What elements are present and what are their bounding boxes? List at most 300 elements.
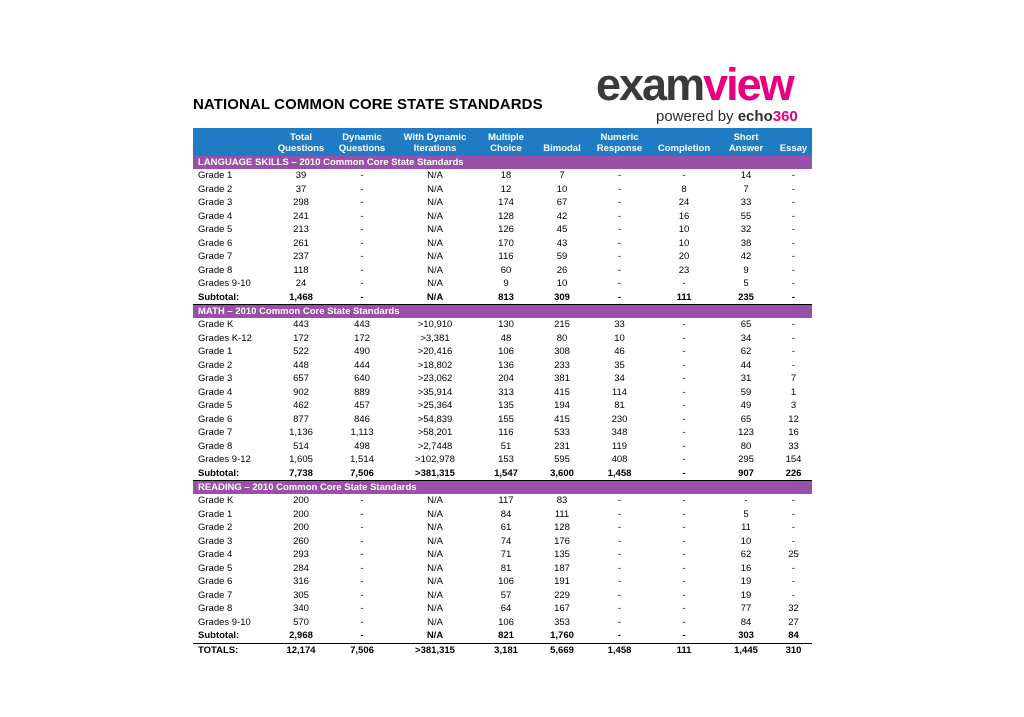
table-cell: 490 xyxy=(354,346,370,357)
table-cell: 305 xyxy=(293,589,309,601)
table-cell: 462 xyxy=(293,400,309,411)
table-cell: 5,669 xyxy=(550,644,574,656)
table-cell: 12 xyxy=(500,183,512,195)
row-label: Subtotal: xyxy=(193,291,272,305)
table-cell: 35 xyxy=(614,359,625,371)
table-cell: 57 xyxy=(500,589,512,601)
table-cell: - xyxy=(617,170,622,181)
row-label: Grade 8 xyxy=(198,603,233,614)
table-cell: - xyxy=(682,495,686,506)
table-cell: 48 xyxy=(500,332,512,344)
table-cell: 310 xyxy=(785,644,802,656)
table-cell: 570 xyxy=(293,616,309,628)
table-cell: - xyxy=(682,332,686,344)
table-cell: - xyxy=(360,170,364,181)
table-row xyxy=(193,562,812,576)
table-cell: - xyxy=(791,346,796,357)
table-cell: N/A xyxy=(427,549,443,560)
table-cell: 19 xyxy=(740,589,752,601)
row-label: Grade 7 xyxy=(198,589,233,601)
table-cell: - xyxy=(682,400,686,411)
table-cell: 123 xyxy=(738,427,754,438)
table-cell: 42 xyxy=(556,210,568,222)
logo-view-text: view xyxy=(703,59,793,110)
table-cell: - xyxy=(682,589,686,601)
table-row xyxy=(193,223,812,237)
table-cell: - xyxy=(791,576,796,587)
table-cell: 106 xyxy=(498,616,514,628)
section-title: MATH – 2010 Common Core State Standards xyxy=(193,305,812,319)
table-cell: 1,136 xyxy=(289,427,313,438)
table-cell: 457 xyxy=(354,400,370,411)
table-cell: >58,201 xyxy=(417,427,453,438)
table-cell: - xyxy=(360,576,364,587)
table-cell: 154 xyxy=(785,454,802,465)
table-cell: - xyxy=(682,427,686,438)
table-cell: 67 xyxy=(556,197,568,208)
table-cell: 14 xyxy=(740,170,752,181)
table-row xyxy=(193,210,812,224)
table-cell: N/A xyxy=(394,291,476,305)
subtotal-row xyxy=(193,629,812,643)
table-cell: - xyxy=(617,589,622,601)
table-cell: 84 xyxy=(740,616,752,628)
table-cell: 106 xyxy=(498,346,514,357)
table-cell: - xyxy=(744,495,748,506)
logo-wordmark xyxy=(596,60,793,110)
table-row xyxy=(193,494,812,508)
table-cell: 59 xyxy=(556,251,568,262)
table-cell: 65 xyxy=(740,319,752,330)
table-cell: 71 xyxy=(500,549,512,560)
table-cell: >3,381 xyxy=(420,332,450,344)
section-title: READING – 2010 Common Core State Standards xyxy=(193,481,812,495)
table-cell: 233 xyxy=(554,359,570,371)
table-cell: 3,181 xyxy=(494,644,518,656)
row-label: Subtotal: xyxy=(193,629,272,643)
table-cell: - xyxy=(682,413,686,425)
table-cell: - xyxy=(682,576,686,587)
section-header-row xyxy=(193,305,812,319)
table-cell: 10 xyxy=(678,237,690,249)
table-cell: - xyxy=(360,562,364,574)
table-cell: 10 xyxy=(678,224,690,235)
table-cell: 235 xyxy=(717,291,775,305)
table-cell: 415 xyxy=(554,386,570,398)
table-cell: - xyxy=(682,616,686,628)
table-cell: - xyxy=(682,319,686,330)
table-cell: 200 xyxy=(293,508,309,520)
table-cell: 61 xyxy=(500,522,512,533)
table-cell: 135 xyxy=(554,549,570,560)
logo-tagline xyxy=(656,108,798,125)
table-cell: 241 xyxy=(293,210,309,222)
table-cell: 128 xyxy=(498,210,514,222)
table-row xyxy=(193,535,812,549)
table-cell: 26 xyxy=(556,264,568,276)
table-cell: - xyxy=(791,332,796,344)
table-cell: 316 xyxy=(293,576,309,587)
table-cell: N/A xyxy=(427,278,443,289)
table-cell: N/A xyxy=(427,224,443,235)
table-cell: >20,416 xyxy=(417,346,453,357)
table-cell: - xyxy=(360,210,364,222)
table-cell: 308 xyxy=(554,346,570,357)
table-cell: - xyxy=(682,373,686,384)
table-cell: 34 xyxy=(740,332,752,344)
row-label: Grade 7 xyxy=(198,251,233,262)
table-cell: 10 xyxy=(740,535,752,547)
table-cell: 231 xyxy=(554,440,570,452)
table-row xyxy=(193,575,812,589)
table-cell: - xyxy=(682,440,686,452)
table-cell: 877 xyxy=(293,413,309,425)
table-cell: - xyxy=(791,535,796,547)
row-label: Grade K xyxy=(198,495,234,506)
row-label: Grade 8 xyxy=(198,264,233,276)
table-cell: 20 xyxy=(678,251,690,262)
table-cell: 45 xyxy=(556,224,568,235)
table-cell: - xyxy=(360,616,364,628)
table-cell: 381 xyxy=(554,373,570,384)
table-cell: 230 xyxy=(611,413,628,425)
table-cell: 8 xyxy=(681,183,687,195)
row-label: Grade 3 xyxy=(198,197,233,208)
row-label: Grade 6 xyxy=(198,413,233,425)
row-label: Grades K-12 xyxy=(198,332,252,344)
table-cell: >10,910 xyxy=(417,319,453,330)
table-cell: 907 xyxy=(717,467,775,481)
table-cell: 2,968 xyxy=(272,629,330,643)
table-cell: 498 xyxy=(354,440,370,452)
table-cell: - xyxy=(791,359,796,371)
table-cell: 80 xyxy=(740,440,752,452)
table-cell: - xyxy=(588,629,651,643)
table-cell: 303 xyxy=(717,629,775,643)
table-cell: 313 xyxy=(498,386,514,398)
table-cell: 408 xyxy=(611,454,628,465)
table-cell: 118 xyxy=(293,264,309,276)
row-label: Grade 1 xyxy=(198,346,233,357)
table-cell: 33 xyxy=(740,197,752,208)
table-cell: 111 xyxy=(676,644,692,656)
logo-echo-text: echo xyxy=(737,108,773,125)
row-label: Grade 6 xyxy=(198,237,233,249)
table-cell: - xyxy=(617,237,622,249)
table-cell: 24 xyxy=(678,197,690,208)
table-cell: - xyxy=(775,291,812,305)
table-row xyxy=(193,183,812,197)
column-header: Dynamic Questions xyxy=(330,128,394,156)
section-title: LANGUAGE SKILLS – 2010 Common Core State Standards xyxy=(193,156,812,169)
table-cell: 3 xyxy=(790,400,797,411)
table-cell: 136 xyxy=(498,359,514,371)
table-row xyxy=(193,399,812,413)
table-cell: - xyxy=(617,224,622,235)
column-header xyxy=(193,128,272,156)
row-label: Grade 5 xyxy=(198,224,233,235)
table-cell: 51 xyxy=(500,440,512,452)
row-label: Grade 4 xyxy=(198,210,233,222)
row-label: Grade 2 xyxy=(198,359,233,371)
table-cell: - xyxy=(791,562,796,574)
table-cell: - xyxy=(791,522,796,533)
table-cell: 172 xyxy=(293,332,309,344)
table-cell: - xyxy=(617,603,622,614)
table-cell: 34 xyxy=(614,373,625,384)
table-cell: N/A xyxy=(427,170,443,181)
row-label: Grade 8 xyxy=(198,440,233,452)
table-row xyxy=(193,332,812,346)
table-cell: 135 xyxy=(498,400,514,411)
table-cell: - xyxy=(682,359,686,371)
table-cell: - xyxy=(617,278,622,289)
table-cell: 117 xyxy=(498,495,514,506)
table-cell: 83 xyxy=(556,495,568,506)
table-cell: - xyxy=(682,346,686,357)
table-cell: 10 xyxy=(614,332,625,344)
table-cell: 19 xyxy=(740,576,752,587)
table-cell: 261 xyxy=(293,237,309,249)
row-label: Grade 2 xyxy=(198,522,233,533)
totals-row xyxy=(193,643,812,657)
table-cell: 213 xyxy=(293,224,309,235)
table-cell: 200 xyxy=(293,495,309,506)
table-cell: - xyxy=(360,264,364,276)
table-cell: 62 xyxy=(740,346,752,357)
table-cell: 595 xyxy=(554,454,570,465)
table-cell: - xyxy=(360,522,364,533)
row-label: Grade 2 xyxy=(198,183,233,195)
table-cell: 260 xyxy=(293,535,309,547)
table-cell: - xyxy=(791,183,796,195)
table-cell: 522 xyxy=(293,346,309,357)
table-cell: 80 xyxy=(556,332,568,344)
table-row xyxy=(193,196,812,210)
table-cell: 7,506 xyxy=(350,644,374,656)
table-cell: 32 xyxy=(788,603,799,614)
table-cell: 353 xyxy=(554,616,570,628)
logo-exam-text: exam xyxy=(596,59,704,110)
table-cell: 126 xyxy=(498,224,514,235)
table-cell: 7 xyxy=(559,170,565,181)
table-cell: >35,914 xyxy=(417,386,453,398)
table-row xyxy=(193,508,812,522)
table-cell: 172 xyxy=(354,332,370,344)
standards-table-container xyxy=(193,128,812,657)
table-cell: N/A xyxy=(427,197,443,208)
row-label: Grades 9-10 xyxy=(198,278,251,289)
table-cell: - xyxy=(682,549,686,560)
table-cell: 81 xyxy=(500,562,512,574)
subtotal-row xyxy=(193,291,812,305)
table-cell: - xyxy=(791,210,796,222)
table-cell: 1,458 xyxy=(607,644,632,656)
table-row xyxy=(193,250,812,264)
table-cell: - xyxy=(360,224,364,235)
column-header: Short Answer xyxy=(717,128,775,156)
table-cell: N/A xyxy=(394,629,476,643)
row-label: Grade 4 xyxy=(198,386,233,398)
table-row xyxy=(193,426,812,440)
table-cell: - xyxy=(588,291,651,305)
table-cell: 237 xyxy=(293,251,309,262)
table-cell: 1,113 xyxy=(350,427,374,438)
table-cell: 194 xyxy=(554,400,570,411)
row-label: Grade 3 xyxy=(198,373,233,384)
column-header: Total Questions xyxy=(272,128,330,156)
table-cell: 43 xyxy=(556,237,568,249)
table-cell: 1 xyxy=(790,386,797,398)
row-label: Subtotal: xyxy=(193,467,272,481)
table-cell: N/A xyxy=(427,264,443,276)
table-cell: 200 xyxy=(293,522,309,533)
table-row xyxy=(193,602,812,616)
table-body xyxy=(193,156,812,657)
table-cell: 1,760 xyxy=(536,629,588,643)
table-cell: 130 xyxy=(498,319,514,330)
row-label: Grade 6 xyxy=(198,576,233,587)
row-label: Grade 7 xyxy=(198,427,233,438)
table-cell: - xyxy=(360,603,364,614)
table-row xyxy=(193,345,812,359)
table-cell: N/A xyxy=(427,237,443,249)
standards-table xyxy=(193,128,812,657)
table-cell: - xyxy=(360,278,364,289)
table-cell: 174 xyxy=(498,197,514,208)
table-cell: 443 xyxy=(293,319,309,330)
table-cell: 191 xyxy=(554,576,570,587)
table-cell: >18,802 xyxy=(417,359,453,371)
table-row xyxy=(193,372,812,386)
table-cell: 84 xyxy=(775,629,812,643)
table-cell: 12,174 xyxy=(286,644,316,656)
table-cell: 10 xyxy=(556,183,568,195)
table-cell: - xyxy=(682,522,686,533)
table-cell: - xyxy=(360,589,364,601)
logo-powered-text: powered by xyxy=(656,108,738,125)
table-cell: 25 xyxy=(788,549,799,560)
table-cell: 116 xyxy=(498,427,514,438)
row-label: TOTALS: xyxy=(198,644,239,656)
table-row xyxy=(193,589,812,603)
table-cell: - xyxy=(617,251,622,262)
table-cell: N/A xyxy=(427,522,443,533)
page-title: NATIONAL COMMON CORE STATE STANDARDS xyxy=(193,96,543,113)
table-cell: >54,839 xyxy=(417,413,453,425)
table-cell: - xyxy=(360,495,364,506)
column-header: Completion xyxy=(651,128,717,156)
table-cell: - xyxy=(682,170,686,181)
table-cell: - xyxy=(617,616,622,628)
table-cell: 37 xyxy=(295,183,307,195)
table-cell: - xyxy=(360,237,364,249)
table-cell: N/A xyxy=(427,576,443,587)
table-cell: 114 xyxy=(611,386,628,398)
table-cell: - xyxy=(617,562,622,574)
table-cell: - xyxy=(791,319,796,330)
table-cell: - xyxy=(791,264,796,276)
table-cell: N/A xyxy=(427,508,443,520)
row-label: Grade 3 xyxy=(198,535,233,547)
table-cell: 65 xyxy=(740,413,752,425)
table-cell: - xyxy=(617,549,622,560)
table-cell: 31 xyxy=(740,373,752,384)
table-cell: 226 xyxy=(775,467,812,481)
table-cell: 38 xyxy=(740,237,752,249)
table-cell: - xyxy=(682,535,686,547)
table-cell: 7 xyxy=(790,373,797,384)
table-cell: - xyxy=(682,508,686,520)
table-cell: 298 xyxy=(293,197,309,208)
table-cell: - xyxy=(651,467,717,481)
table-cell: 514 xyxy=(293,440,309,452)
table-cell: 33 xyxy=(788,440,799,452)
table-cell: N/A xyxy=(427,210,443,222)
row-label: Grade 1 xyxy=(198,170,233,181)
table-cell: 215 xyxy=(554,319,570,330)
table-cell: 5 xyxy=(743,278,749,289)
table-cell: - xyxy=(360,251,364,262)
table-cell: 309 xyxy=(536,291,588,305)
table-cell: 3,600 xyxy=(536,467,588,481)
table-cell: 33 xyxy=(614,319,625,330)
table-cell: 119 xyxy=(611,440,628,452)
table-row xyxy=(193,548,812,562)
table-cell: 62 xyxy=(740,549,752,560)
table-cell: - xyxy=(360,197,364,208)
subtotal-row xyxy=(193,467,812,481)
table-cell: 44 xyxy=(740,359,752,371)
table-cell: 415 xyxy=(554,413,570,425)
table-cell: >25,364 xyxy=(417,400,453,411)
table-cell: 155 xyxy=(498,413,514,425)
table-cell: 16 xyxy=(788,427,799,438)
table-cell: N/A xyxy=(427,183,443,195)
table-cell: - xyxy=(682,562,686,574)
table-cell: 7 xyxy=(743,183,749,195)
table-cell: N/A xyxy=(427,616,443,628)
table-cell: 60 xyxy=(500,264,512,276)
table-cell: - xyxy=(330,291,394,305)
table-cell: 10 xyxy=(556,278,568,289)
table-cell: N/A xyxy=(427,495,443,506)
table-cell: 170 xyxy=(498,237,514,249)
table-cell: 7,506 xyxy=(330,467,394,481)
table-cell: - xyxy=(360,535,364,547)
table-cell: - xyxy=(682,278,686,289)
table-cell: 39 xyxy=(295,170,307,181)
table-cell: 187 xyxy=(554,562,570,574)
table-cell: >381,315 xyxy=(415,644,455,656)
table-cell: 1,445 xyxy=(734,644,758,656)
table-cell: - xyxy=(617,264,622,276)
table-cell: 1,468 xyxy=(272,291,330,305)
table-cell: - xyxy=(791,589,796,601)
table-cell: - xyxy=(360,183,364,195)
table-cell: 7,738 xyxy=(272,467,330,481)
table-cell: 16 xyxy=(740,562,752,574)
table-cell: - xyxy=(791,197,796,208)
table-cell: 813 xyxy=(476,291,536,305)
table-cell: 902 xyxy=(293,386,309,398)
column-header: Numeric Response xyxy=(588,128,651,156)
table-cell: - xyxy=(682,603,686,614)
section-header-row xyxy=(193,481,812,495)
table-cell: 12 xyxy=(788,413,799,425)
table-cell: - xyxy=(791,170,796,181)
table-cell: N/A xyxy=(427,603,443,614)
